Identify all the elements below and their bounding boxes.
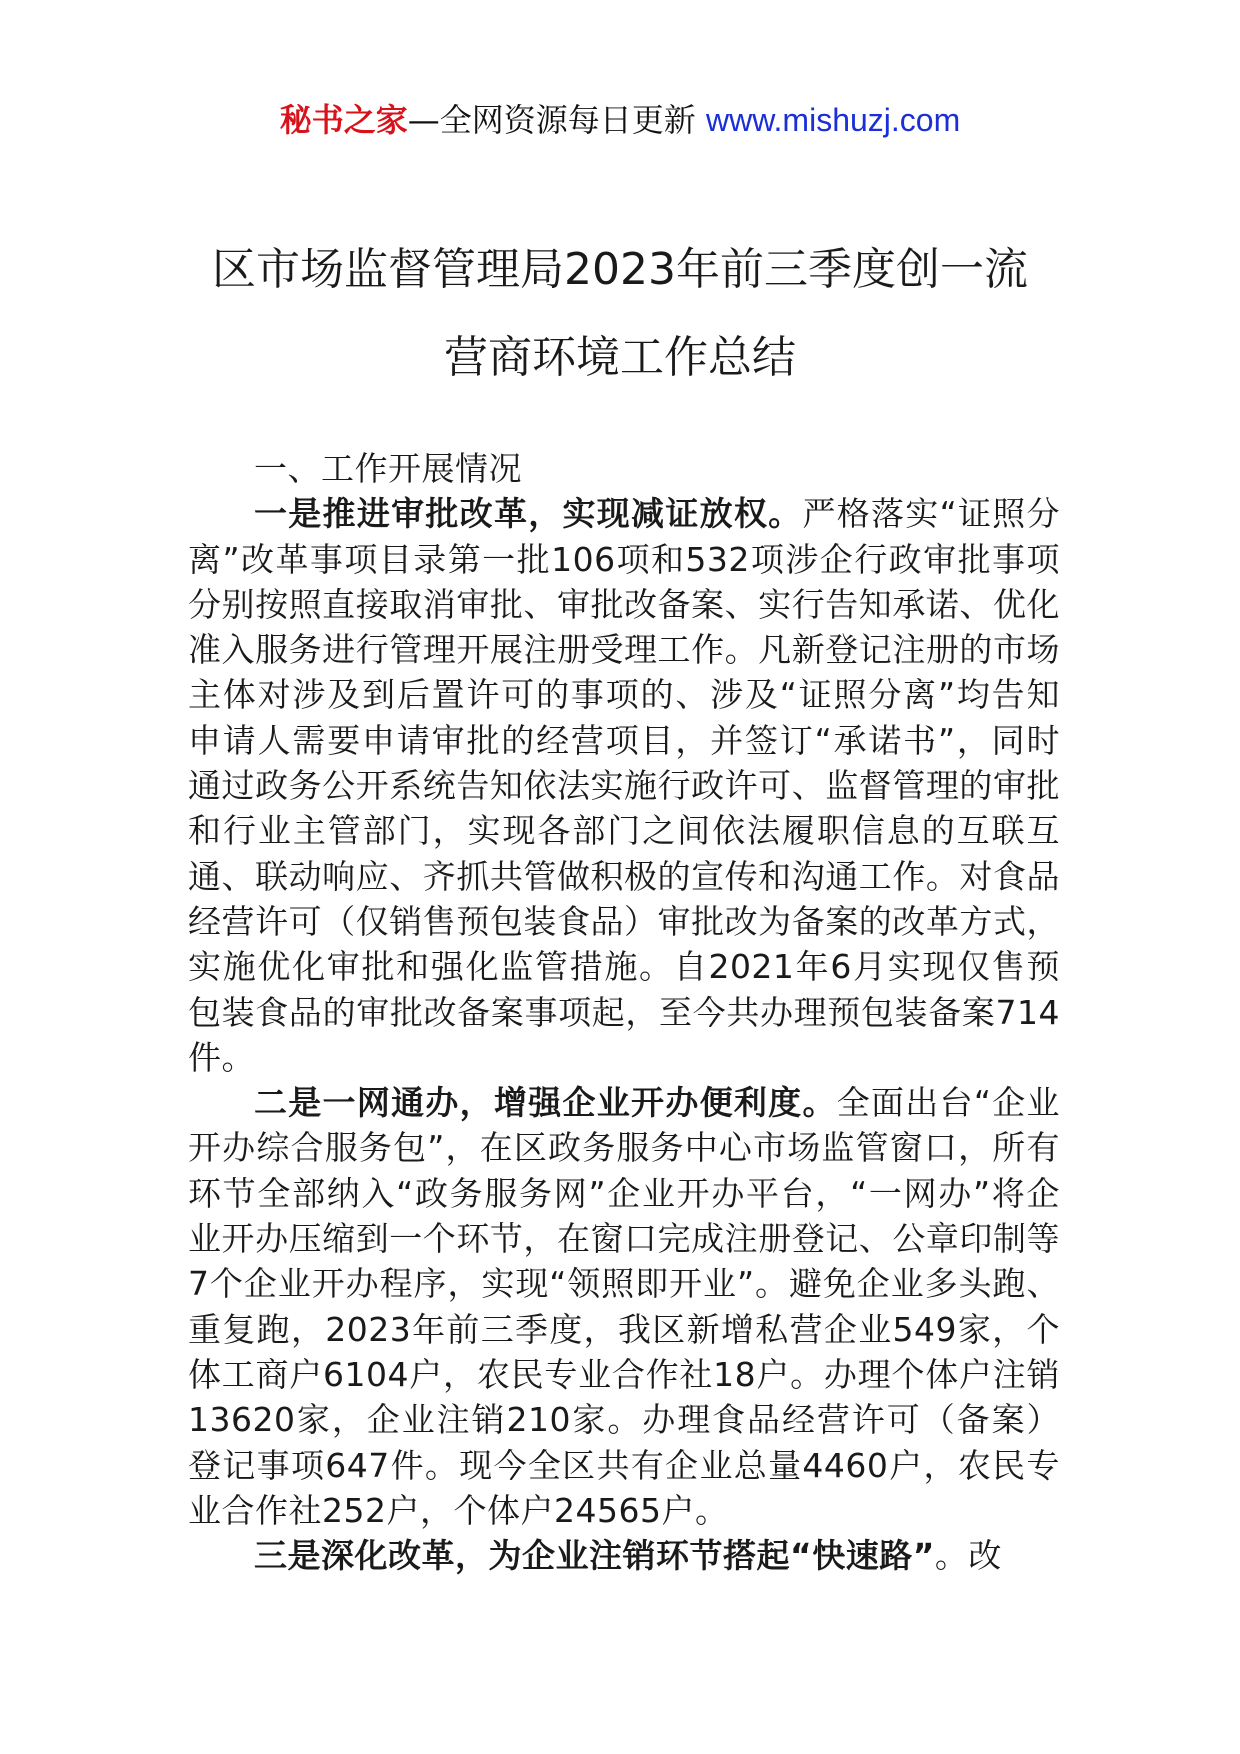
paragraph-1-lead: 一是推进审批改革，实现减证放权。 <box>254 494 803 534</box>
paragraph-3-lead: 三是深化改革，为企业注销环节搭起“快速路” <box>254 1536 935 1576</box>
paragraph-3 <box>188 1533 1060 1578</box>
document-title <box>0 226 1240 402</box>
document-title-line-2: 营商环境工作总结 <box>444 332 796 383</box>
document-body <box>188 446 1060 1578</box>
document-title-line-1: 区市场监督管理局2023年前三季度创一流 <box>212 244 1028 295</box>
section-heading: 一、工作开展情况 <box>254 449 522 488</box>
paragraph-3-text: 。改 <box>934 1536 1002 1576</box>
paragraph-2-text: 全面出台“企业开办综合服务包”，在区政务服务中心市场监管窗口，所有环节全部纳入“政务服务网”企业开办平台，“一网办”将企业开办压缩到一个环节，在窗口完成注册登记、公章印制等7个企业开办程序，实现“领照即开业”。避免企业多头跑、重复跑，2023年前三季度，我区新增私营企业549家，个体工商户6104户，农民专业合作社18户。办理个体户注销13620家，企业注销210家。办理食品经营许可（备案）登记事项647件。现今全区共有企业总量4460户，农民专业合作社252户，个体户24565户。 <box>188 1083 1060 1530</box>
paragraph-2-lead: 二是一网通办，增强企业开办便利度。 <box>254 1083 837 1123</box>
site-banner <box>0 98 1240 142</box>
site-tagline: —全网资源每日更新 <box>407 101 706 139</box>
paragraph-1 <box>188 491 1060 1080</box>
paragraph-2 <box>188 1080 1060 1533</box>
site-url-link[interactable]: www.mishuzj.com <box>705 102 961 138</box>
site-brand-name: 秘书之家 <box>279 101 408 139</box>
paragraph-1-text: 严格落实“证照分离”改革事项目录第一批106项和532项涉企行政审批事项分别按照直接取消审批、审批改备案、实行告知承诺、优化准入服务进行管理开展注册受理工作。凡新登记注册的市场主体对涉及到后置许可的事项的、涉及“证照分离”均告知申请人需要申请审批的经营项目，并签订“承诺书”，同时通过政务公开系统告知依法实施行政许可、监督管理的审批和行业主管部门，实现各部门之间依法履职信息的互联互通、联动响应、齐抓共管做积极的宣传和沟通工作。对食品经营许可（仅销售预包装食品）审批改为备案的改革方式，实施优化审批和强化监管措施。自2021年6月实现仅售预包装食品的审批改备案事项起，至今共办理预包装备案714件。 <box>188 494 1060 1077</box>
